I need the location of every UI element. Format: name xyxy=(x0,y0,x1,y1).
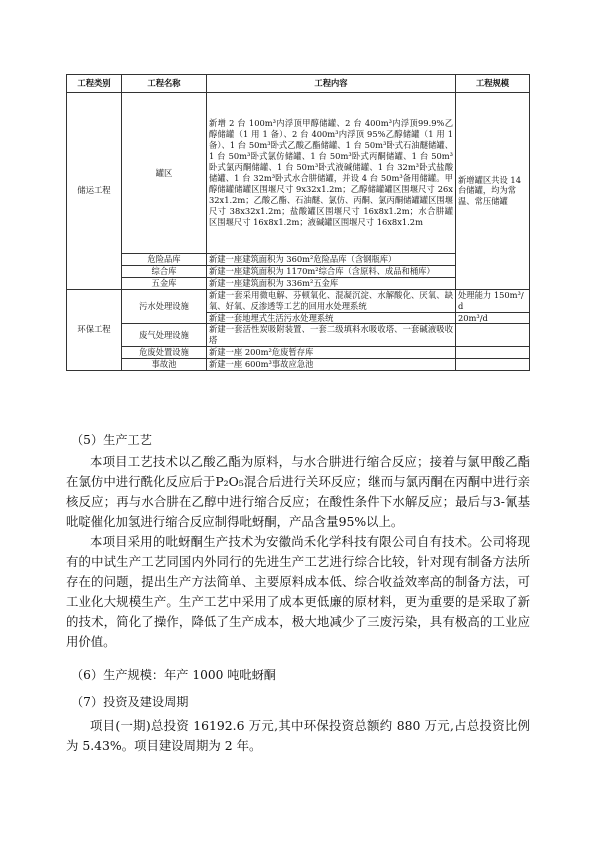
header-category: 工程类别 xyxy=(67,75,122,93)
category-storage: 储运工程 xyxy=(67,93,122,290)
header-name: 工程名称 xyxy=(122,75,207,93)
table-row xyxy=(67,347,530,359)
process-description xyxy=(66,452,530,652)
table-row xyxy=(67,359,530,371)
project-composition-table xyxy=(66,74,530,371)
scale-tank-area: 新增罐区共设 14 台储罐，均为常温、常压储罐 xyxy=(456,93,530,290)
header-content: 工程内容 xyxy=(207,75,456,93)
name-tank-area: 罐区 xyxy=(122,93,207,254)
name-hazardous-waste: 危废处置设施 xyxy=(122,347,207,359)
section-title-investment: （7）投资及建设周期 xyxy=(71,695,189,709)
name-hazard-warehouse: 危险品库 xyxy=(122,254,207,266)
investment-paragraph: 项目(一期)总投资 16192.6 万元,其中环保投资总额约 880 万元,占总投资比例为 5.43%。项目建设周期为 2 年。 xyxy=(66,718,530,753)
content-hazard-warehouse: 新建一座建筑面积为 360m²危险品库（含钢瓶库） xyxy=(207,254,456,266)
content-emergency-pool: 新建一座 600m³事故应急池 xyxy=(207,359,456,371)
content-domestic-sewage: 新建一套地埋式生活污水处理系统 xyxy=(207,312,456,324)
name-wastewater: 污水处理设施 xyxy=(122,289,207,324)
table-header-row xyxy=(67,75,530,93)
section-title-process: （5）生产工艺 xyxy=(71,433,152,447)
table-row xyxy=(67,289,530,312)
section-title-scale: （6）生产规模：年产 1000 吨吡蚜酮 xyxy=(71,668,276,682)
name-emergency-pool: 事故池 xyxy=(122,359,207,371)
content-hazardous-waste: 新建一座 200m²危废暂存库 xyxy=(207,347,456,359)
scale-emergency-pool xyxy=(456,359,530,371)
table-row xyxy=(67,324,530,347)
process-paragraph-1: 本项目工艺技术以乙酸乙酯为原料，与水合肼进行缩合反应；接着与氯甲酸乙酯在氯仿中进行酰化反应后于P₂O₅混合后进行关环反应；继而与氯丙酮在丙酮中进行亲核反应；再与水合肼在乙醇中进行缩合反应；在酸性条件下水解反应；最后与3-氰基吡啶催化加氢进行缩合反应制得吡蚜酮，产品含量95%以上。 xyxy=(66,454,530,529)
investment-description xyxy=(66,716,530,756)
category-environmental: 环保工程 xyxy=(67,289,122,370)
name-general-warehouse: 综合库 xyxy=(122,265,207,277)
content-hardware-warehouse: 新建一座建筑面积为 336m²五金库 xyxy=(207,277,456,289)
content-general-warehouse: 新建一座建筑面积为 1170m²综合库（含原料、成品和桶库） xyxy=(207,265,456,277)
header-scale: 工程规模 xyxy=(456,75,530,93)
scale-wastewater-reuse: 处理能力 150m³/d xyxy=(456,289,530,312)
name-waste-gas: 废气处理设施 xyxy=(122,324,207,347)
scale-domestic-sewage: 20m³/d xyxy=(456,312,530,324)
table-row xyxy=(67,93,530,254)
name-hardware-warehouse: 五金库 xyxy=(122,277,207,289)
process-paragraph-2: 本项目采用的吡蚜酮生产技术为安徽尚禾化学科技有限公司自有技术。公司将现有的中试生产工艺同国内外同行的先进生产工艺进行综合比较，针对现有制备方法所存在的问题，提出生产方法简单、主要原料成本低、综合收益效率高的制备方法，可工业化大规模生产。生产工艺中采用了成本更低廉的原材料，更为重要的是采取了新的技术，简化了操作，降低了生产成本，极大地减少了三废污染，具有极高的工业应用价值。 xyxy=(66,534,530,649)
content-wastewater-reuse: 新建一套采用微电解、芬顿氧化、混凝沉淀、水解酸化、厌氧、缺氧、好氧、反渗透等工艺的回用水处理系统 xyxy=(207,289,456,312)
content-waste-gas: 新建一套活性炭吸附装置、一套二级填料水吸收塔、一套碱液吸收塔 xyxy=(207,324,456,347)
scale-waste-gas xyxy=(456,324,530,347)
content-tank-area: 新增 2 台 100m³内浮顶甲醇储罐、2 台 400m³内浮顶99.9%乙醇储罐（1 用 1 备）、2 台 400m³内浮顶 95%乙醇储罐（1 用 1 备）、1 台 50m³卧式乙酸乙酯储罐、1 台 50m³卧式石油醚储罐、1 台 50m³卧式氯仿储罐、1 台 50m³卧式丙酮储罐、1 台 50m³卧式氯丙酮储罐、1 台 50m³卧式液碱储罐、1 台 32m³卧式盐酸储罐、1 台 32m³卧式水合肼储罐，并设 4 台 50m³备用储罐。甲醇储罐储罐区围堰尺寸 9x32x1.2m；乙醇储罐罐区围堰尺寸 26x32x1.2m；乙酸乙酯、石油醚、氯仿、丙酮、氯丙酮储罐罐区围堰尺寸 38x32x1.2m；盐酸罐区围堰尺寸 16x8x1.2m；水合肼罐区围堰尺寸 16x8x1.2m；液碱罐区围堰尺寸 16x8x1.2m xyxy=(207,93,456,254)
scale-hazardous-waste xyxy=(456,347,530,359)
